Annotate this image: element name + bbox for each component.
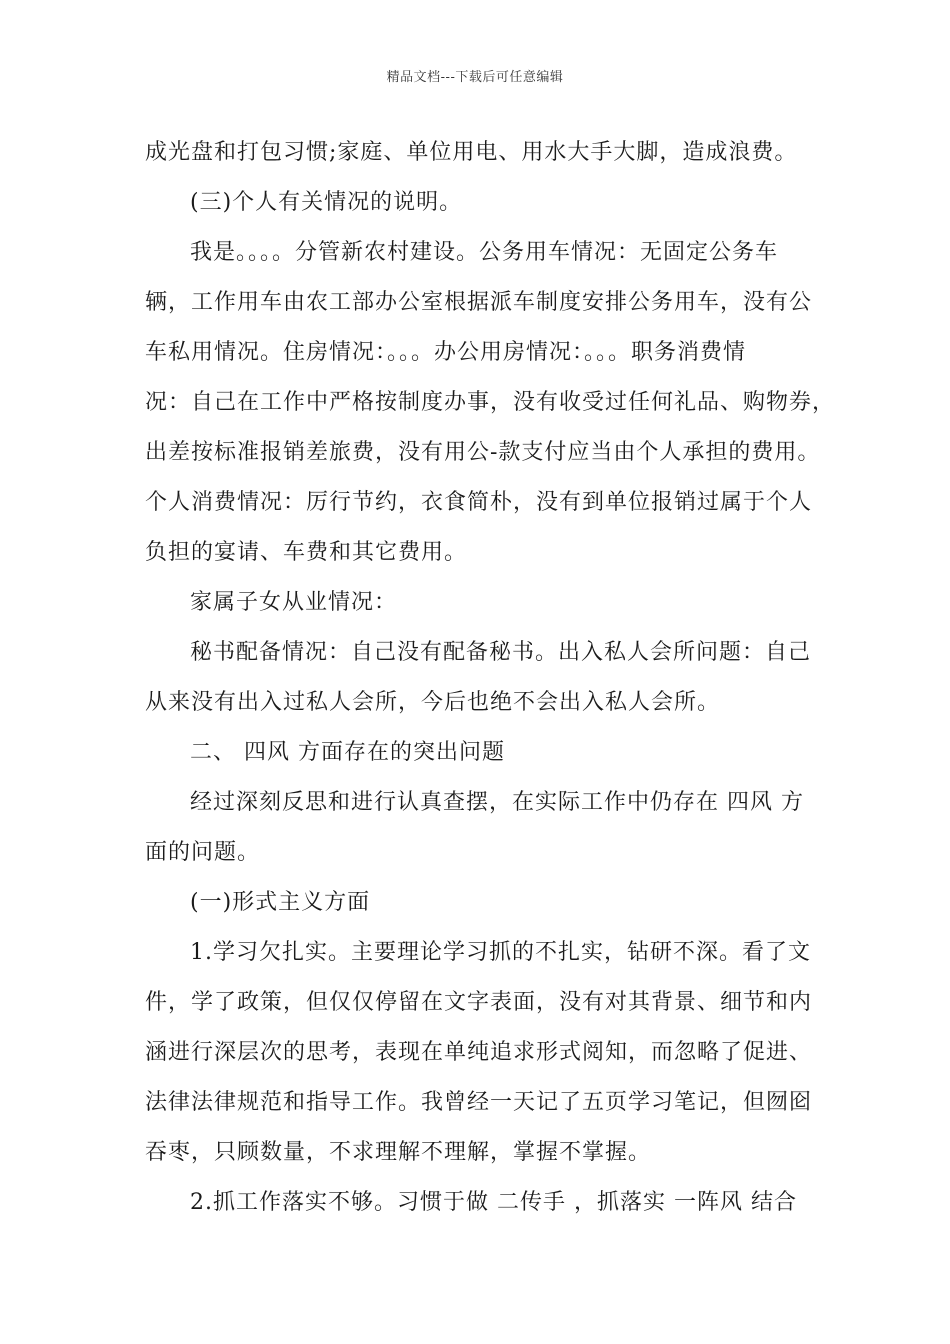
text-line: 1.学习欠扎实。主要理论学习抓的不扎实，钻研不深。看了文: [190, 940, 811, 965]
text-line: 家属子女从业情况：: [190, 590, 398, 615]
text-line: 经过深刻反思和进行认真查摆，在实际工作中仍存在 四风 方: [190, 790, 804, 815]
text-line: 吞枣，只顾数量，不求理解不理解，掌握不掌握。: [145, 1140, 652, 1165]
subsection-heading: (一)形式主义方面: [190, 890, 371, 915]
document-body: [145, 128, 836, 1228]
text-line: 我是。。。。分管新农村建设。公务用车情况：无固定公务车: [190, 240, 779, 265]
text-line: 个人消费情况：厉行节约，衣食简朴，没有到单位报销过属于个人: [145, 490, 813, 515]
text-line: 出差按标准报销差旅费，没有用公-款支付应当由个人承担的费用。: [145, 440, 821, 465]
text-line: 车私用情况。住房情况：。。。办公用房情况：。。。职务消费情: [145, 340, 747, 365]
text-line: 负担的宴请、车费和其它费用。: [145, 540, 468, 565]
text-line: 件，学了政策，但仅仅停留在文字表面，没有对其背景、细节和内: [145, 990, 813, 1015]
text-line: 成光盘和打包习惯;家庭、单位用电、用水大手大脚，造成浪费。: [145, 140, 798, 165]
text-line: 2.抓工作落实不够。习惯于做 二传手 ，抓落实 一阵风 结合: [190, 1190, 797, 1215]
text-line: 秘书配备情况：自己没有配备秘书。出入私人会所问题：自己: [190, 640, 812, 665]
text-line: (三)个人有关情况的说明。: [190, 190, 463, 215]
section-heading: 二、 四风 方面存在的突出问题: [190, 740, 505, 765]
text-line: 面的问题。: [145, 840, 261, 865]
text-line: 况：自己在工作中严格按制度办事，没有收受过任何礼品、购物券，: [145, 390, 836, 415]
text-line: 法律法律规范和指导工作。我曾经一天记了五页学习笔记，但囫囵: [145, 1090, 813, 1115]
text-line: 辆，工作用车由农工部办公室根据派车制度安排公务用车，没有公: [145, 290, 813, 315]
text-line: 涵进行深层次的思考，表现在单纯追求形式阅知，而忽略了促进、: [145, 1040, 813, 1065]
page-header: 精品文档---下载后可任意编辑: [386, 70, 564, 85]
text-line: 从来没有出入过私人会所，今后也绝不会出入私人会所。: [145, 690, 721, 715]
